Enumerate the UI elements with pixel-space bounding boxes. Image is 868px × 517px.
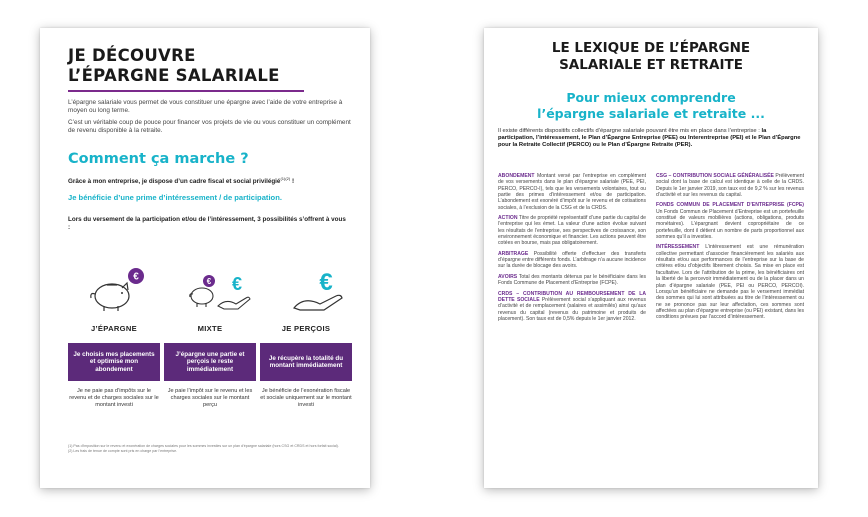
footnote-ref: (1)(2): [280, 176, 291, 181]
left-page: [40, 28, 370, 488]
lexicon-term: ARBITRAGE: [498, 250, 529, 257]
subheading-text: Grâce à mon entreprise, je dispose d’un cadre fiscal et social privilégié: [68, 178, 281, 186]
hand-euro-icon: [288, 266, 358, 316]
prime-heading: Je bénéficie d’une prime d’intéressement / de participation.: [68, 193, 282, 202]
lexicon-intro-text: Il existe différents dispositifs collectifs d’épargne salariale pouvant être mis en place dans l’entreprise :: [498, 128, 762, 134]
option-box-percois: [260, 343, 352, 381]
lexicon-definition: Prélèvement social dont la base de calcul est identique à celle de la CRDS. Depuis le 1er janvier 2019, son taux est de 9,2 % sur les revenus d’activité et sur les revenus du capital.: [656, 173, 804, 199]
footnote-1: (1) Pas d’imposition sur le revenu et exonération de charges sociales pour les sommes investies sur un plan d’épargne salariale (hors CSG et CRDS et hors forfait social).: [68, 444, 339, 448]
lexicon-subtitle-line-2: l’épargne salariale et retraite ...: [537, 105, 765, 121]
lexicon-title-line-1: LE LEXIQUE DE L’ÉPARGNE: [551, 40, 751, 56]
lexicon-definition: Total des montants détenus par le bénéficiaire dans les Fonds Commune de Placement d’Entreprise (FCPE).: [498, 273, 646, 287]
lexicon-entry: [498, 291, 646, 323]
option-label-epargne: J’ÉPARGNE: [90, 324, 138, 333]
euro-symbol: €: [206, 277, 212, 286]
lexicon-title-line-2: SALARIALE ET RETRAITE: [559, 57, 743, 73]
option-label-percois: JE PERÇOIS: [281, 324, 331, 333]
lexicon-subtitle: [484, 90, 818, 121]
piggy-bank-icon: [82, 266, 152, 316]
intro-paragraph-1: L’épargne salariale vous permet de vous constituer une épargne avec l’aide de votre entreprise à moyen ou long terme.: [68, 99, 343, 114]
mixed-icon: [182, 266, 252, 316]
option-box-mixte: [164, 343, 256, 381]
option-box-epargne: [68, 343, 160, 381]
option-detail-mixte: Je paie l’impôt sur le revenu et les charges sociales sur le montant perçu: [167, 388, 253, 408]
fiscal-framework-text: [68, 176, 294, 185]
right-page: [484, 28, 818, 488]
lexicon-definition: Montant versé par l’entreprise en complément de vos versements dans le plan d’épargne salariale (PEE, PEI, PERCO, PERCO-I), tels que les versements volontaires, tout ou partie des primes d’intéressement et/ou de participation. L’abondement est exonéré d’impôt sur le revenu et de cotisations sociales, à l’exclusion de la CSG et de la CRDS.: [498, 173, 646, 211]
options-intro: Lors du versement de la participation et/ou de l’intéressement, 3 possibilités s’offrent à vous :: [68, 216, 346, 231]
left-page-title: [68, 46, 280, 86]
lexicon-definition: Titre de propriété représentatif d’une partie du capital de l’entreprise qui les émet. La valeur d’une action évolue suivant les résultats de l’entreprise, ses perspectives de croissance, son environnement économique et financier. Les actions peuvent être cotées en bourse, mais pas obligatoirement.: [498, 215, 646, 247]
lexicon-entry: [498, 173, 646, 211]
lexicon-term: FONDS COMMUN DE PLACEMENT D’ENTREPRISE (FCPE): [656, 202, 804, 209]
lexicon-title: [484, 40, 818, 74]
lexicon-entry: [498, 251, 646, 270]
option-box-text: Je choisis mes placements et optimise mon abondement: [73, 350, 155, 373]
title-line-1: JE DÉCOUVRE: [68, 46, 196, 65]
lexicon-term: INTÉRESSEMENT: [656, 244, 700, 251]
lexicon-term: CRDS – CONTRIBUTION AU REMBOURSEMENT DE LA DETTE SOCIALE: [498, 290, 646, 303]
lexicon-term: ACTION: [498, 215, 518, 222]
lexicon-entry: [498, 215, 646, 247]
lexicon-entry: [498, 274, 646, 287]
lexicon-definition: Prélèvement social s’appliquant aux revenus d’activité et de remplacement (salaires et assimilés) ainsi qu’aux revenus du capital (revenus du patrimoine et produits de placement). Son taux est de 0,5% depuis le 1er janvier 2012.: [498, 296, 646, 322]
lexicon-intro-bold: la participation, l’intéressement, le Plan d’Épargne Entreprise (PEE) ou Interentreprise (PEI) et le Plan d’Épargne pour la Retraite Collectif (PERCO) ou le Plan d’Épargne Retraite (PER).: [498, 128, 801, 149]
lexicon-column-left: [498, 173, 646, 326]
lexicon-definition: Un Fonds Commun de Placement d’Entreprise est un portefeuille constitué de valeurs mobilières (actions, obligations, produits monétaires). L’épargnant devient copropriétaire de ce portefeuille, dont il détient un nombre de parts proportionnel aux sommes qu’il a investies.: [656, 208, 804, 241]
euro-symbol: €: [133, 271, 139, 283]
lexicon-entry: [656, 173, 804, 198]
lexicon-term: AVOIRS: [498, 273, 518, 280]
lexicon-entry: [656, 244, 804, 320]
option-label-mixte: MIXTE: [197, 324, 223, 333]
lexicon-entry: [656, 202, 804, 240]
lexicon-subtitle-line-1: Pour mieux comprendre: [566, 90, 736, 105]
option-detail-percois: Je bénéficie de l’exonération fiscale et sociale uniquement sur le montant investi: [260, 388, 352, 408]
footnote-2: (2) Les frais de tenue de compte sont pris en charge par l’entreprise.: [68, 448, 178, 453]
lexicon-definition: Possibilité offerte d’effectuer des transferts d’épargne entre différents fonds. L’arbitrage n’a aucune incidence sur la durée de blocage des avoirs.: [498, 250, 646, 270]
title-underline: [68, 90, 304, 92]
lexicon-term: CSG – CONTRIBUTION SOCIALE GÉNÉRALISÉE: [656, 173, 774, 179]
lexicon-column-right: [656, 173, 804, 325]
lexicon-intro: [498, 128, 804, 150]
option-detail-epargne: Je ne paie pas d’impôts sur le revenu et de charges sociales sur le montant investi: [69, 388, 159, 408]
euro-symbol: €: [231, 274, 243, 294]
euro-symbol: €: [319, 269, 333, 296]
option-box-text: J’épargne une partie et perçois le reste immédiatement: [175, 350, 245, 373]
intro-paragraph-2: C’est un véritable coup de pouce pour financer vos projets de vie ou vous constituer un complément de revenu disponible à la retraite.: [68, 119, 351, 134]
lexicon-term: ABONDEMENT: [498, 173, 535, 179]
title-line-2: L’ÉPARGNE SALARIALE: [68, 66, 280, 85]
how-it-works-heading: Comment ça marche ?: [68, 151, 249, 167]
option-box-text: Je récupère la totalité du montant immédiatement: [268, 354, 344, 369]
footnotes: [68, 444, 358, 454]
lexicon-definition: L’intéressement est une rémunération collective permettant d’associer financièrement les salariés aux résultats et/ou aux performances de l’entreprise sur la base de critères et/ou d’objectifs librement choisis. Sa mise en place est facultative. Lors de l’attribution de la prime, les bénéficiaires ont la liberté de la percevoir immédiatement ou de la placer dans un plan d’épargne salariale (PEE, PEI ou PERCO, PERCOI). Lorsqu’un bénéficiaire ne demande pas le versement immédiat des sommes qui lui sont attribuées au titre de l’intéressement ou ne se prononce pas sur leur affectation, ces sommes sont affectées au plan d’épargne entreprise (ou PEI) existant, dans les conditions prévues par l’accord d’intéressement.: [656, 244, 804, 321]
subheading-end: !: [290, 178, 295, 186]
